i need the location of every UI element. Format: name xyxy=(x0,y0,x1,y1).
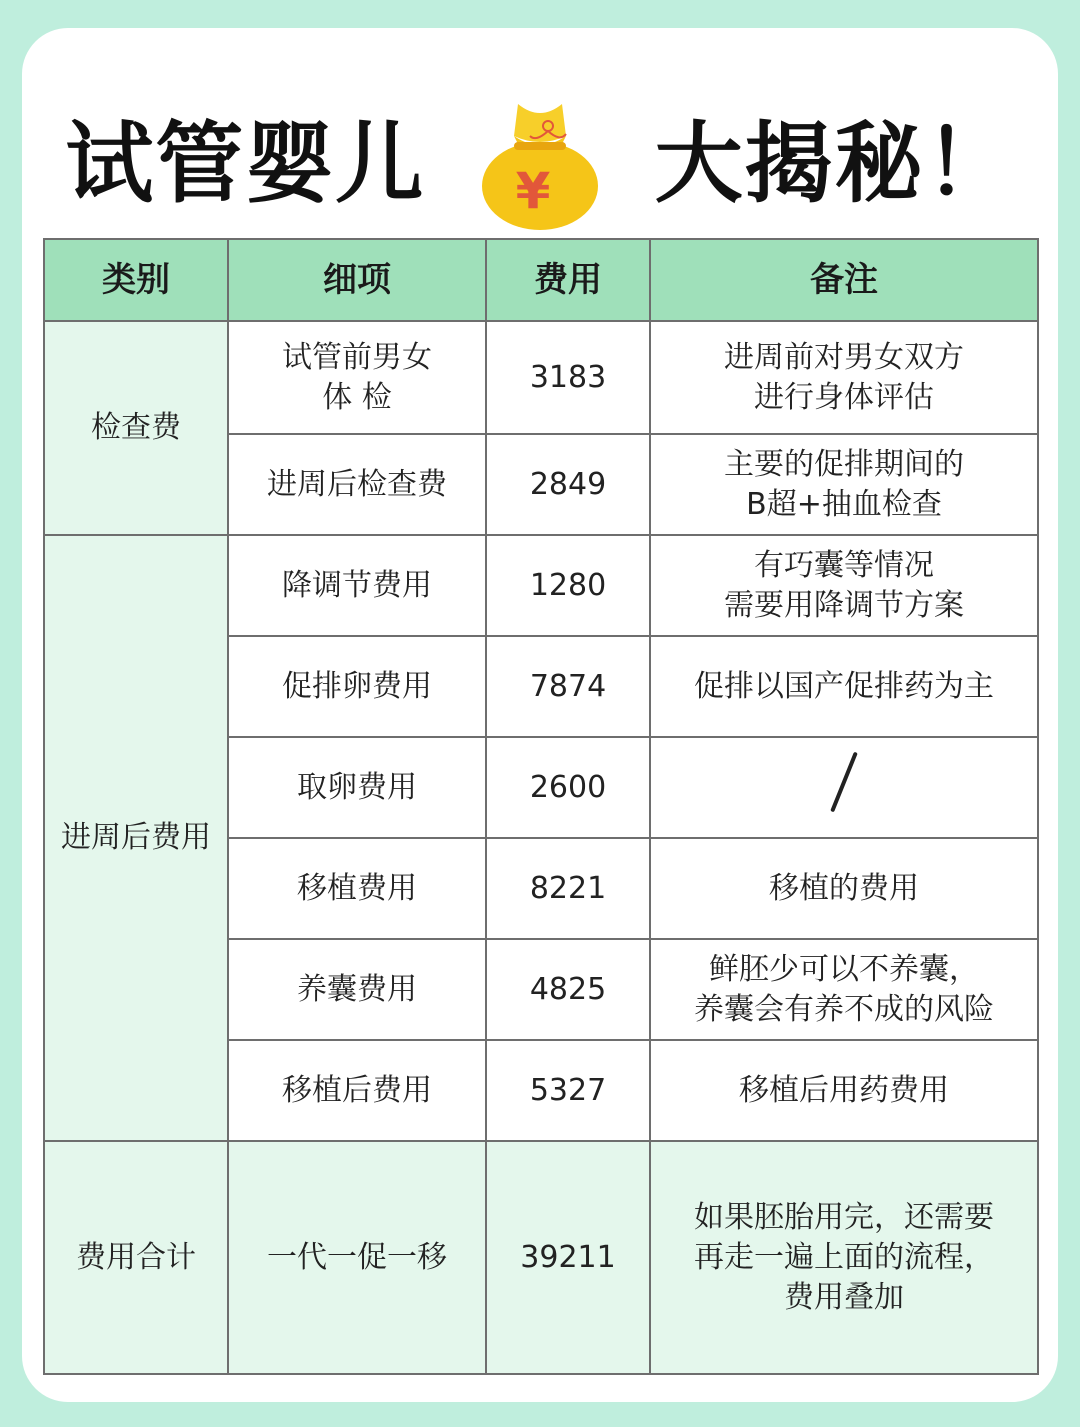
cost-cell: 8221 xyxy=(486,838,650,939)
note-cell: 移植的费用 xyxy=(650,838,1038,939)
item-cell: 移植费用 xyxy=(228,838,486,939)
title-left: 试管婴儿 xyxy=(65,112,426,215)
note-cell: 促排以国产促排药为主 xyxy=(650,636,1038,737)
header-note: 备注 xyxy=(650,239,1038,321)
title-right: 大揭秘！ xyxy=(654,112,1015,215)
page-title xyxy=(0,96,1080,220)
fee-table xyxy=(43,238,1039,1375)
cost-cell: 5327 xyxy=(486,1040,650,1141)
table-row xyxy=(44,535,1038,636)
cost-cell: 2849 xyxy=(486,434,650,535)
header-cost: 费用 xyxy=(486,239,650,321)
header-category: 类别 xyxy=(44,239,228,321)
item-cell: 取卵费用 xyxy=(228,737,486,838)
table-header-row xyxy=(44,239,1038,321)
item-cell: 一代一促一移 xyxy=(228,1141,486,1374)
category-cell: 费用合计 xyxy=(44,1141,228,1374)
note-cell: 主要的促排期间的 B超+抽血检查 xyxy=(650,434,1038,535)
note-cell: 进周前对男女双方 进行身体评估 xyxy=(650,321,1038,434)
note-cell: 有巧囊等情况 需要用降调节方案 xyxy=(650,535,1038,636)
cost-cell: 39211 xyxy=(486,1141,650,1374)
item-cell: 养囊费用 xyxy=(228,939,486,1040)
category-cell: 进周后费用 xyxy=(44,535,228,1141)
note-cell: 移植后用药费用 xyxy=(650,1040,1038,1141)
cost-cell: 3183 xyxy=(486,321,650,434)
table-row xyxy=(44,1141,1038,1374)
money-bag-icon xyxy=(474,96,606,232)
empty-slash-mark xyxy=(830,752,858,813)
table-row xyxy=(44,321,1038,434)
item-cell: 移植后费用 xyxy=(228,1040,486,1141)
cost-cell: 7874 xyxy=(486,636,650,737)
cost-cell: 4825 xyxy=(486,939,650,1040)
item-cell: 促排卵费用 xyxy=(228,636,486,737)
note-cell: 鲜胚少可以不养囊， 养囊会有养不成的风险 xyxy=(650,939,1038,1040)
bag-symbol: ¥ xyxy=(515,162,553,220)
category-cell: 检查费 xyxy=(44,321,228,535)
cost-cell: 1280 xyxy=(486,535,650,636)
cost-cell: 2600 xyxy=(486,737,650,838)
item-cell: 进周后检查费 xyxy=(228,434,486,535)
item-cell: 降调节费用 xyxy=(228,535,486,636)
header-item: 细项 xyxy=(228,239,486,321)
item-cell: 试管前男女 体 检 xyxy=(228,321,486,434)
note-cell xyxy=(650,737,1038,838)
note-cell: 如果胚胎用完，还需要 再走一遍上面的流程， 费用叠加 xyxy=(650,1141,1038,1374)
